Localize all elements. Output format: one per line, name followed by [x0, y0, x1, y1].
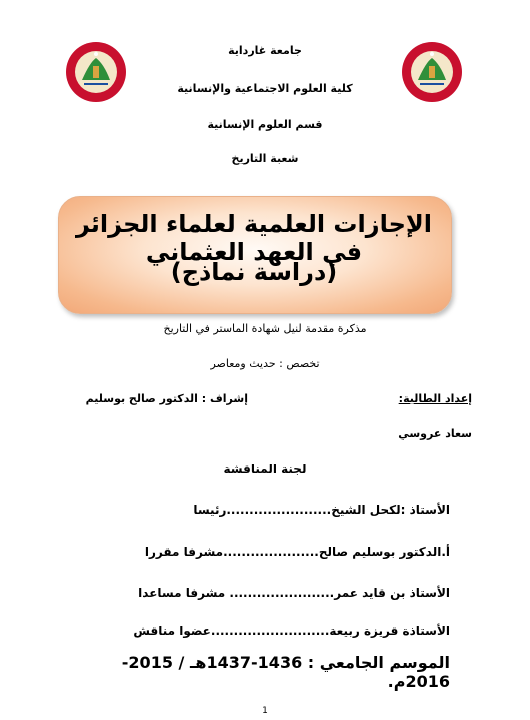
prepared-by-label: إعداد الطالبة: [398, 392, 472, 405]
department-name: قسم العلوم الإنسانية [207, 118, 323, 131]
page-number: 1 [262, 706, 268, 716]
branch-name: شعبة التاريخ [231, 152, 299, 165]
faculty-name: كلية العلوم الاجتماعية والإنسانية [177, 82, 353, 95]
memo-purpose: مذكرة مقدمة لنيل شهادة الماستر في التاريخ [163, 322, 367, 335]
thesis-title: الإجازات العلمية لعلماء الجزائر في العهد العثماني [75, 210, 432, 266]
academic-season: الموسم الجامعي : 1436-1437هـ / 2015-2016م. [121, 653, 450, 691]
thesis-subtitle: (دراسة نماذج) [170, 258, 338, 286]
committee-member: الأستاذ :لكحل الشيخ.......................رئيسا [193, 503, 450, 517]
specialty: تخصص : حديث ومعاصر [210, 357, 320, 370]
committee-member: أ.الدكتور بوسليم صالح.....................مشرفا مقررا [144, 545, 450, 559]
supervisor: إشراف : الدكتور صالح بوسليم [85, 392, 248, 405]
university-name: جامعة غارداية [228, 44, 302, 57]
committee-member: الأستاذ بن قايد عمر....................... مشرفا مساعدا [138, 586, 450, 600]
committee-heading: لجنة المناقشة [223, 462, 307, 476]
committee-member: الأستاذة قريزة ربيعة..........................عضوا مناقش [133, 624, 450, 638]
student-name: سعاد عروسي [398, 427, 472, 440]
